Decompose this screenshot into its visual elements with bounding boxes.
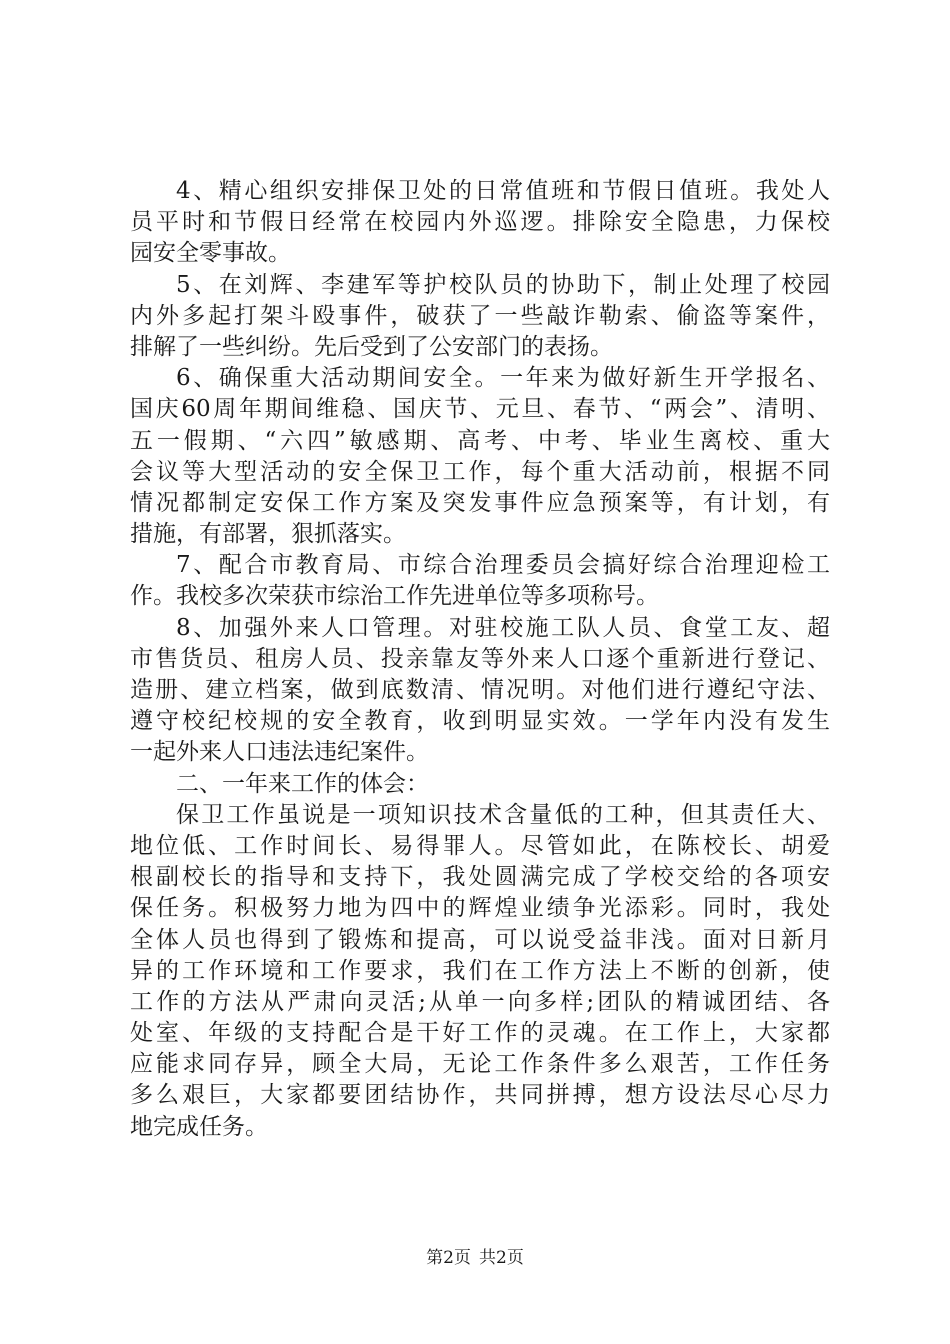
paragraph-line: 保任务。积极努力地为四中的辉煌业绩争光添彩。同时，我处 <box>130 895 830 922</box>
paragraph-line: 地位低、工作时间长、易得罪人。尽管如此，在陈校长、胡爱 <box>130 832 830 859</box>
paragraph-line: 情况都制定安保工作方案及突发事件应急预案等，有计划，有 <box>130 489 830 516</box>
paragraph-line: 市售货员、租房人员、投亲靠友等外来人口逐个重新进行登记、 <box>130 645 830 672</box>
paragraph-line: 全体人员也得到了锻炼和提高，可以说受益非浅。面对日新月 <box>130 926 830 953</box>
paragraph-line: 多么艰巨，大家都要团结协作，共同拼搏，想方设法尽心尽力 <box>130 1082 830 1109</box>
paragraph-line: 造册、建立档案，做到底数清、情况明。对他们进行遵纪守法、 <box>130 677 830 703</box>
paragraph-line: 8、加强外来人口管理。对驻校施工队人员、食堂工友、超 <box>176 614 830 641</box>
page-total: 共2页 <box>479 1248 524 1268</box>
paragraph-line: 根副校长的指导和支持下，我处圆满完成了学校交给的各项安 <box>130 864 830 891</box>
paragraph-line: 员平时和节假日经常在校园内外巡逻。排除安全隐患，力保校 <box>130 209 830 236</box>
paragraph-line: 会议等大型活动的安全保卫工作，每个重大活动前，根据不同 <box>130 458 830 485</box>
paragraph-line: 异的工作环境和工作要求，我们在工作方法上不断的创新，使 <box>130 957 830 984</box>
paragraph-line: 处室、年级的支持配合是干好工作的灵魂。在工作上，大家都 <box>130 1020 830 1047</box>
paragraph-line: 排解了一些纠纷。先后受到了公安部门的表扬。 <box>130 333 613 360</box>
page-number: 第2页 <box>426 1248 471 1268</box>
paragraph-line: 地完成任务。 <box>130 1113 268 1140</box>
paragraph-line: 园安全零事故。 <box>130 240 291 267</box>
paragraph-line: 4、精心组织安排保卫处的日常值班和节假日值班。我处人 <box>176 178 830 204</box>
paragraph-line: 一起外来人口违法违纪案件。 <box>130 739 429 766</box>
paragraph-line: 五一假期、“六四”敏感期、高考、中考、毕业生离校、重大 <box>130 427 830 454</box>
body-text <box>130 176 830 1143</box>
paragraph-line: 5、在刘辉、李建军等护校队员的协助下，制止处理了校园 <box>176 271 830 298</box>
page-footer <box>0 1247 950 1269</box>
paragraph-line: 工作的方法从严肃向灵活;从单一向多样;团队的精诚团结、各 <box>130 988 830 1015</box>
paragraph-line: 6、确保重大活动期间安全。一年来为做好新生开学报名、 <box>176 365 830 392</box>
paragraph-line: 应能求同存异，顾全大局，无论工作条件多么艰苦，工作任务 <box>130 1051 830 1078</box>
paragraph-line: 7、配合市教育局、市综合治理委员会搞好综合治理迎检工 <box>176 552 830 579</box>
paragraph-line: 内外多起打架斗殴事件，破获了一些敲诈勒索、偷盗等案件， <box>130 302 830 329</box>
section-heading: 二、一年来工作的体会： <box>176 770 429 797</box>
paragraph-line: 遵守校纪校规的安全教育，收到明显实效。一学年内没有发生 <box>130 708 830 735</box>
paragraph-line: 国庆60周年期间维稳、国庆节、元旦、春节、“两会”、清明、 <box>130 396 830 423</box>
paragraph-line: 措施，有部署，狠抓落实。 <box>130 521 406 548</box>
paragraph-line: 作。我校多次荣获市综治工作先进单位等多项称号。 <box>130 583 659 610</box>
paragraph-line: 保卫工作虽说是一项知识技术含量低的工种，但其责任大、 <box>176 801 830 828</box>
